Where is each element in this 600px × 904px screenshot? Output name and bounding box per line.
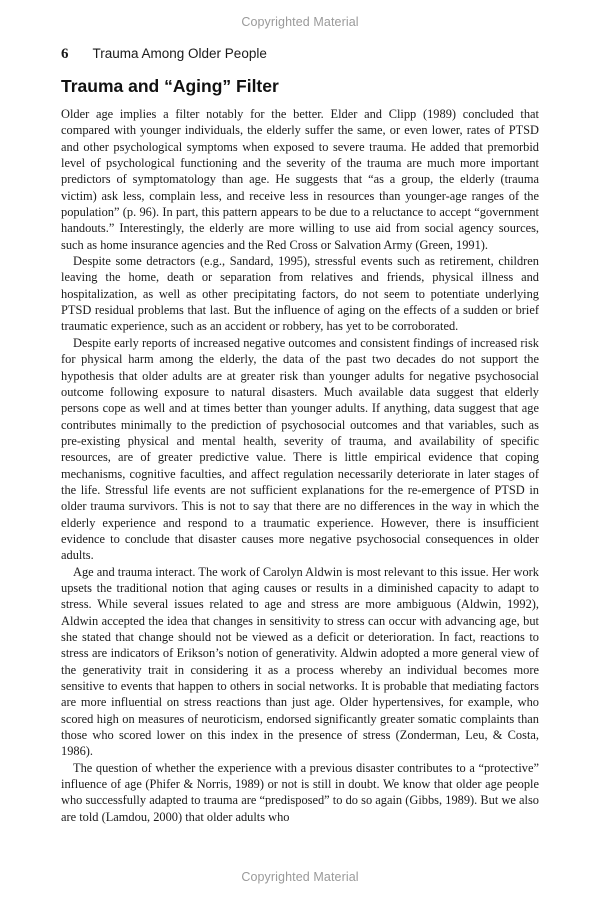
paragraph-5: The question of whether the experience with a previous disaster contributes to a “protective” influence of age (Phifer & Norris, 1989) or not is still in doubt. We know that older age people who successfully adapted to trauma are “predisposed” to do so again (Gibbs, 1989). But we also are told (Lamdou, 2000) that older adults who: [61, 760, 539, 824]
copyright-watermark-bottom: Copyrighted Material: [241, 870, 359, 884]
copyright-watermark-top: Copyrighted Material: [241, 15, 359, 29]
paragraph-2: Despite some detractors (e.g., Sandard, 1995), stressful events such as retirement, children leaving the home, death or separation from relatives and friends, physical illness and hospitalization, as well as other precipitating factors, do not seem to potentiate underlying PTSD residual problems that last. But the influence of aging on the effects of a sudden or brief traumatic experience, such as an accident or robbery, has yet to be corroborated.: [61, 254, 539, 334]
section-heading: Trauma and “Aging” Filter: [61, 76, 279, 96]
paragraph-4: Age and trauma interact. The work of Carolyn Aldwin is most relevant to this issue. Her work upsets the traditional notion that aging causes or results in a diminished capacity to adapt to stress. While several issues related to age and stress are more ambiguous (Aldwin, 1992), Aldwin accepted the idea that changes in sensitivity to stress can occur with advancing age, but she stated that change should not be viewed as a deficit or deterioration. In fact, reactions to stress are indicators of Erikson’s notion of generativity. Aldwin adopted a more general view of the generativity trait in considering it as a process whereby an individual becomes more sensitive to events that happen to others in social networks. It is probable that mediating factors are more influential on stress reactions than just age. Older hypertensives, for example, who scored high on measures of neuroticism, endorsed significantly greater somatic complaints than those who scored lower on this index in the presence of stress (Zonderman, Leu, & Costa, 1986).: [61, 564, 539, 759]
running-head: [61, 46, 267, 63]
paragraph-1: Older age implies a filter notably for the better. Elder and Clipp (1989) concluded that compared with younger individuals, the elderly suffer the same, or even lower, rates of PTSD and other psychological symptoms when exposed to severe trauma. He added that premorbid level of psychological functioning and the severity of the trauma are much more important predictors of symptomatology than age. He suggests that “as a group, the elderly (trauma victim) ask less, complain less, and receive less in resources than younger-age ranges of the population” (p. 96). In part, this pattern appears to be due to a reluctance to accept “government handouts.” Interestingly, the elderly are more willing to use aid from social agency sources, such as home insurance agencies and the Red Cross or Salvation Army (Green, 1991).: [61, 107, 539, 252]
body-text: [61, 106, 539, 825]
book-title: Trauma Among Older People: [92, 46, 267, 61]
page-number: 6: [61, 46, 69, 62]
paragraph-3: Despite early reports of increased negative outcomes and consistent findings of increased risk for physical harm among the elderly, the data of the past two decades do not support the hypothesis that older adults are at greater risk than younger adults for negative psychosocial outcome following exposure to natural disasters. Much available data suggest that elderly persons cope as well and at times better than younger adults. If anything, data suggest that age contributes minimally to the prediction of psychosocial outcomes and that variables, such as pre-existing physical and mental health, severity of trauma, and availability of specific resources, are of greater predictive value. There is little empirical evidence that coping mechanisms, cognitive faculties, and affect regulation necessarily deteriorate in later stages of the life. Stressful life events are not sufficient explanations for the re-emergence of PTSD in older trauma survivors. This is not to say that there are no differences in the way in which the elderly experience and respond to a traumatic experience. However, there is insufficient evidence to conclude that disaster causes more negative psychosocial consequences in older adults.: [61, 335, 539, 563]
